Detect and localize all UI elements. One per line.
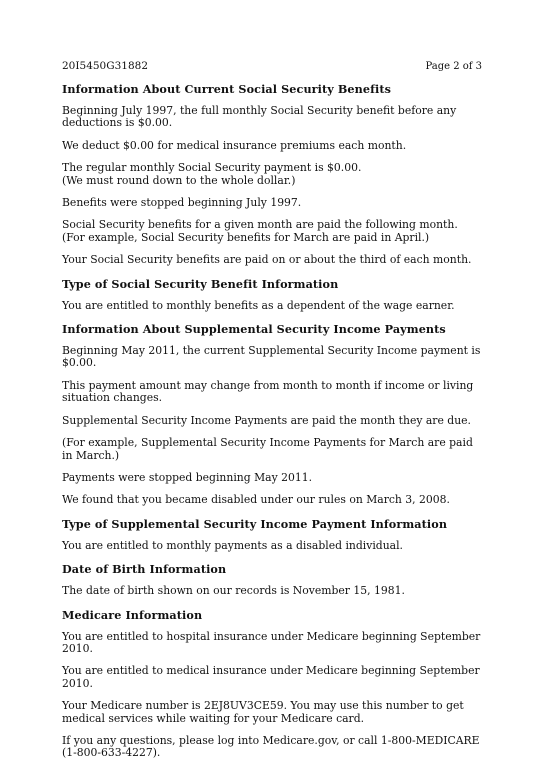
paragraph: Your Social Security benefits are paid on or about the third of each month. bbox=[62, 253, 472, 267]
page-header bbox=[62, 60, 482, 73]
paragraph: (For example, Supplemental Security Income Payments for March are paid in March.) bbox=[62, 436, 473, 462]
ss-type-section bbox=[62, 277, 482, 312]
dob-section bbox=[62, 562, 482, 597]
paragraph: Social Security benefits for a given month are paid the following month. (For example, Social Security benefits for March are paid in April.) bbox=[62, 218, 458, 244]
section-heading: Information About Supplemental Security Income Payments bbox=[62, 322, 446, 337]
paragraph: The date of birth shown on our records is November 15, 1981. bbox=[62, 584, 405, 598]
paragraph: You are entitled to monthly benefits as a dependent of the wage earner. bbox=[62, 298, 455, 312]
paragraph: Your Medicare number is 2EJ8UV3CE59. You may use this number to get medical services while waiting for your Medicare card. bbox=[62, 699, 464, 725]
document-id: 20I5450G31882 bbox=[62, 60, 149, 72]
paragraph: This payment amount may change from month to month if income or living situation changes. bbox=[62, 378, 474, 405]
paragraph: You are entitled to medical insurance under Medicare beginning September 2010. bbox=[62, 664, 480, 690]
paragraph: Benefits were stopped beginning July 1997. bbox=[62, 196, 302, 210]
paragraph: Beginning May 2011, the current Supplemental Security Income payment is $0.00. bbox=[62, 344, 481, 370]
section-heading: Type of Supplemental Security Income Payment Information bbox=[62, 516, 448, 531]
section-heading: Type of Social Security Benefit Information bbox=[62, 276, 339, 291]
section-heading: Information About Current Social Security Benefits bbox=[62, 82, 392, 96]
ssi-type-section bbox=[62, 517, 482, 552]
current-ss-section bbox=[62, 82, 482, 267]
paragraph: We found that you became disabled under our rules on March 3, 2008. bbox=[62, 493, 450, 507]
medicare-section bbox=[62, 608, 482, 760]
paragraph: If you any questions, please log into Medicare.gov, or call 1-800-MEDICARE (1-800-633-4227). bbox=[62, 733, 480, 760]
section-heading: Date of Birth Information bbox=[62, 562, 227, 577]
paragraph: You are entitled to monthly payments as a disabled individual. bbox=[62, 538, 403, 552]
paragraph: Payments were stopped beginning May 2011. bbox=[62, 470, 313, 484]
section-heading: Medicare Information bbox=[62, 607, 203, 622]
paragraph: Supplemental Security Income Payments are paid the month they are due. bbox=[62, 413, 471, 427]
ssi-section bbox=[62, 322, 482, 507]
paragraph: Beginning July 1997, the full monthly Social Security benefit before any deductions is $0.00. bbox=[62, 104, 457, 130]
paragraph: You are entitled to hospital insurance under Medicare beginning September 2010. bbox=[62, 629, 481, 655]
paragraph: We deduct $0.00 for medical insurance premiums each month. bbox=[62, 138, 407, 152]
paragraph: The regular monthly Social Security payment is $0.00. (We must round down to the whole dollar.) bbox=[62, 161, 362, 187]
page-number: Page 2 of 3 bbox=[425, 61, 482, 72]
